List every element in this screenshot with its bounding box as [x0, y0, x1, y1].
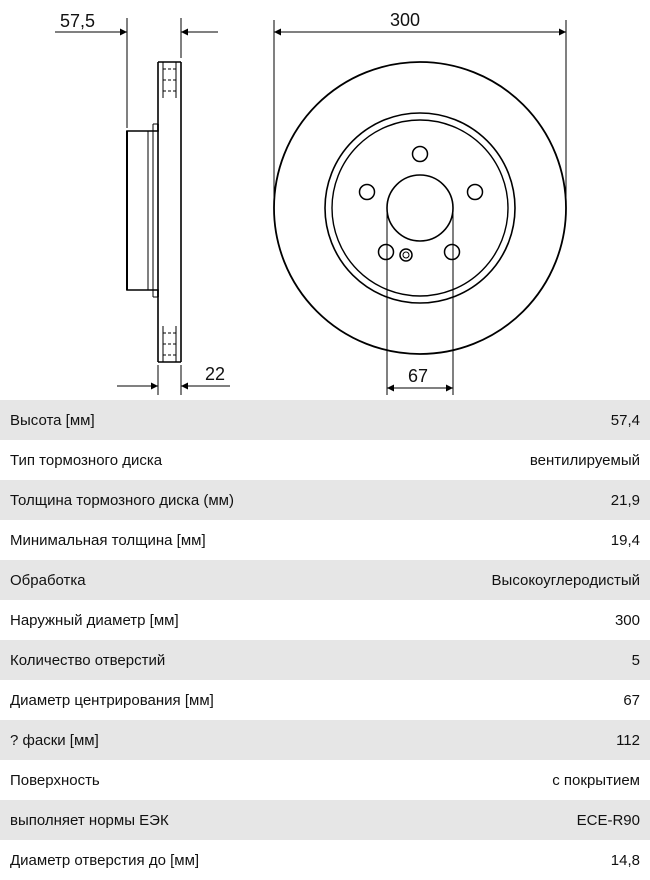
spec-value: Высокоуглеродистый: [491, 571, 640, 589]
spec-label: Обработка: [10, 571, 86, 589]
spec-label: ? фаски [мм]: [10, 731, 99, 749]
spec-value: 21,9: [610, 491, 640, 509]
locating-hole: [400, 249, 412, 261]
spec-row: [0, 640, 650, 680]
dimension-outer-diameter-label: 300: [390, 10, 421, 30]
spec-row: [0, 560, 650, 600]
spec-row: [0, 760, 650, 800]
spec-label: Наружный диаметр [мм]: [10, 611, 179, 629]
spec-label: Диаметр центрирования [мм]: [10, 691, 214, 709]
spec-value: 5: [631, 651, 640, 669]
spec-label: выполняет нормы ЕЭК: [10, 811, 169, 829]
spec-table: [0, 400, 650, 880]
spec-label: Толщина тормозного диска (мм): [10, 491, 234, 509]
spec-row: [0, 600, 650, 640]
spec-label: Высота [мм]: [10, 411, 95, 429]
spec-value: ECE-R90: [576, 811, 640, 829]
spec-label: Поверхность: [10, 771, 100, 789]
spec-value: 67: [623, 691, 640, 709]
spec-row: [0, 520, 650, 560]
side-view: [127, 62, 181, 362]
disc-outer-edge: [274, 62, 566, 354]
bolt-hole-1: [413, 147, 428, 162]
bolt-hole-3: [468, 185, 483, 200]
spec-value: с покрытием: [552, 771, 640, 789]
spec-value: 57,4: [610, 411, 640, 429]
spec-row: [0, 800, 650, 840]
spec-label: Диаметр отверстия до [мм]: [10, 851, 200, 869]
spec-label: Количество отверстий: [10, 651, 166, 669]
bolt-hole-4: [379, 245, 394, 260]
bolt-hole-5: [445, 245, 460, 260]
spec-row: [0, 400, 650, 440]
center-bore: [387, 175, 453, 241]
spec-row: [0, 480, 650, 520]
dimension-thickness-label: 22: [205, 364, 226, 384]
dimension-total-height-label: 57,5: [60, 11, 96, 31]
spec-value: 19,4: [610, 531, 640, 549]
spec-value: 14,8: [610, 851, 640, 869]
dimension-center-bore-label: 67: [408, 366, 429, 386]
spec-value: 112: [616, 731, 640, 749]
spec-value: 300: [614, 611, 640, 629]
brake-disc-drawing: [0, 0, 650, 400]
spec-row: [0, 840, 650, 880]
bolt-hole-2: [360, 185, 375, 200]
spec-row: [0, 720, 650, 760]
hat-edge-outer: [325, 113, 515, 303]
spec-row: [0, 440, 650, 480]
spec-label: Минимальная толщина [мм]: [10, 531, 206, 549]
spec-row: [0, 680, 650, 720]
spec-label: Тип тормозного диска: [10, 451, 163, 469]
dimension-total-height: [55, 18, 218, 128]
front-view: [274, 62, 566, 354]
spec-value: вентилируемый: [529, 451, 640, 469]
